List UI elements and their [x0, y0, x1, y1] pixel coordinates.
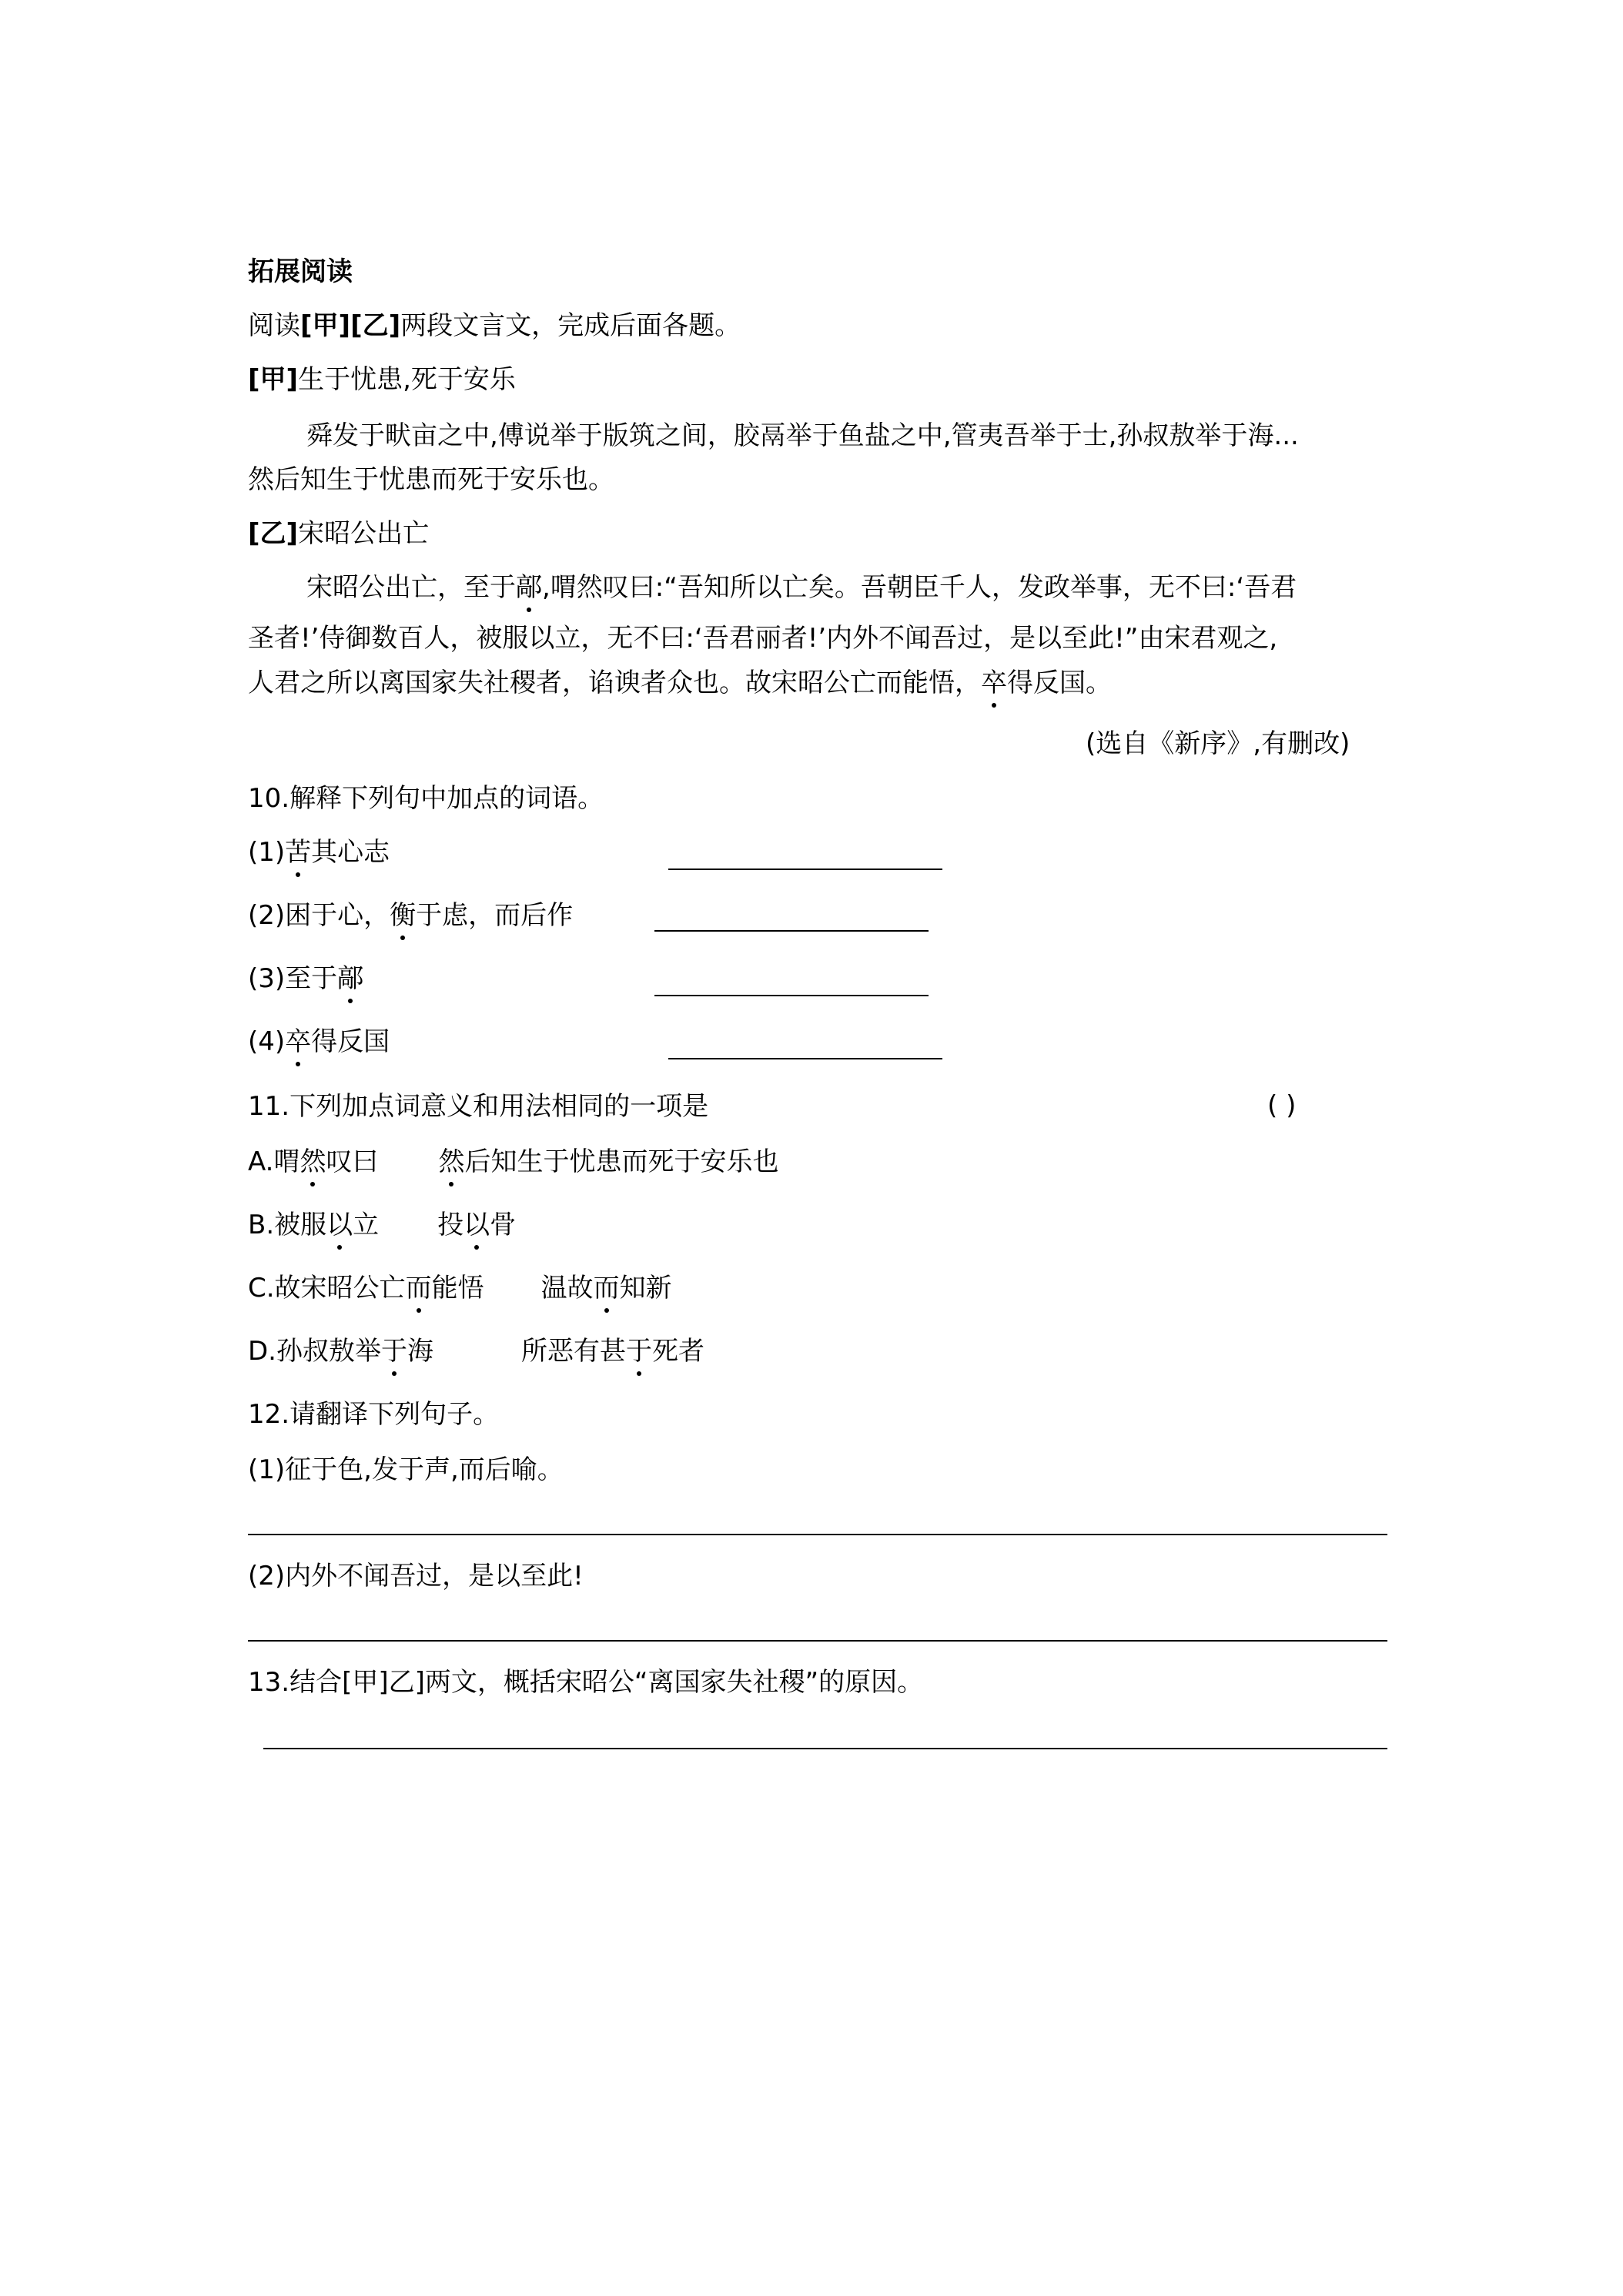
q12-stem: 12.请翻译下列句子。	[248, 1399, 500, 1430]
answer-line[interactable]	[263, 1748, 1387, 1749]
dotted-word: 卒	[981, 668, 1007, 698]
instruction: 阅读[甲][乙]两段文言文，完成后面各题。	[248, 310, 741, 341]
answer-blank[interactable]	[654, 930, 929, 932]
yi-text-line: 人君之所以离国家失社稷者，谄谀者众也。故宋昭公亡而能悟，卒得反国。	[248, 668, 1112, 698]
answer-line[interactable]	[248, 1534, 1387, 1535]
source-note: (选自《新序》,有删改)	[1086, 728, 1350, 759]
q10-item: (1)苦其心志	[248, 837, 390, 868]
q13-stem: 13.结合[甲]乙]两文，概括宋昭公“离国家失社稷”的原因。	[248, 1667, 924, 1698]
q11-option-c: C.故宋昭公亡而能悟 温故而知新	[248, 1273, 672, 1304]
dotted-word: 苦	[285, 837, 312, 868]
answer-line[interactable]	[248, 1640, 1387, 1642]
dotted-word: 衡	[390, 900, 417, 931]
q12-sentence-2: (2)内外不闻吾过，是以至此!	[248, 1561, 584, 1591]
q10-item: (2)困于心，衡于虑，而后作	[248, 900, 574, 931]
section-title: 拓展阅读	[248, 256, 353, 287]
answer-blank[interactable]	[668, 1058, 942, 1059]
dotted-word: 鄗	[337, 963, 364, 994]
dotted-word: 而	[593, 1273, 620, 1304]
yi-text-line: 圣者!’侍御数百人，被服以立，无不曰:‘吾君丽者!’内外不闻吾过，是以至此!”由宋君观之,	[248, 623, 1278, 654]
dotted-word: 于	[381, 1336, 407, 1367]
dotted-word: 然	[438, 1146, 465, 1177]
dotted-word: 而	[405, 1273, 432, 1304]
jia-text-line: 然后知生于忧患而死于安乐也。	[248, 464, 614, 495]
dotted-word: 以	[463, 1210, 490, 1240]
q11-option-a: A.喟然叹曰 然后知生于忧患而死于安乐也	[248, 1146, 779, 1177]
jia-text-line: 舜发于畎亩之中,傅说举于版筑之间，胶鬲举于鱼盐之中,管夷吾举于士,孙叔敖举于海...	[306, 420, 1299, 451]
q11-stem: 11.下列加点词意义和用法相同的一项是	[248, 1091, 709, 1122]
answer-blank[interactable]	[668, 869, 942, 870]
yi-text-line: 宋昭公出亡，至于鄗,喟然叹曰:“吾知所以亡矣。吾朝臣千人，发政举事，无不曰:‘吾君	[306, 572, 1297, 603]
dotted-word: 于	[626, 1336, 652, 1367]
q11-option-d: D.孙叔敖举于海 所恶有甚于死者	[248, 1336, 704, 1367]
q10-item: (3)至于鄗	[248, 963, 364, 994]
jia-heading: [甲]生于忧患,死于安乐	[248, 364, 516, 395]
answer-parentheses[interactable]: ( )	[1267, 1090, 1297, 1121]
dotted-word: 以	[326, 1210, 353, 1240]
dotted-word: 卒	[285, 1026, 312, 1057]
yi-heading: [乙]宋昭公出亡	[248, 518, 430, 549]
q12-sentence-1: (1)征于色,发于声,而后喻。	[248, 1454, 564, 1485]
q11-option-b: B.被服以立 投以骨	[248, 1210, 517, 1240]
answer-blank[interactable]	[654, 995, 929, 996]
q10-item: (4)卒得反国	[248, 1026, 390, 1057]
q10-stem: 10.解释下列句中加点的词语。	[248, 783, 604, 814]
dotted-word: 然	[300, 1146, 326, 1177]
dotted-word: 鄗	[516, 572, 542, 603]
